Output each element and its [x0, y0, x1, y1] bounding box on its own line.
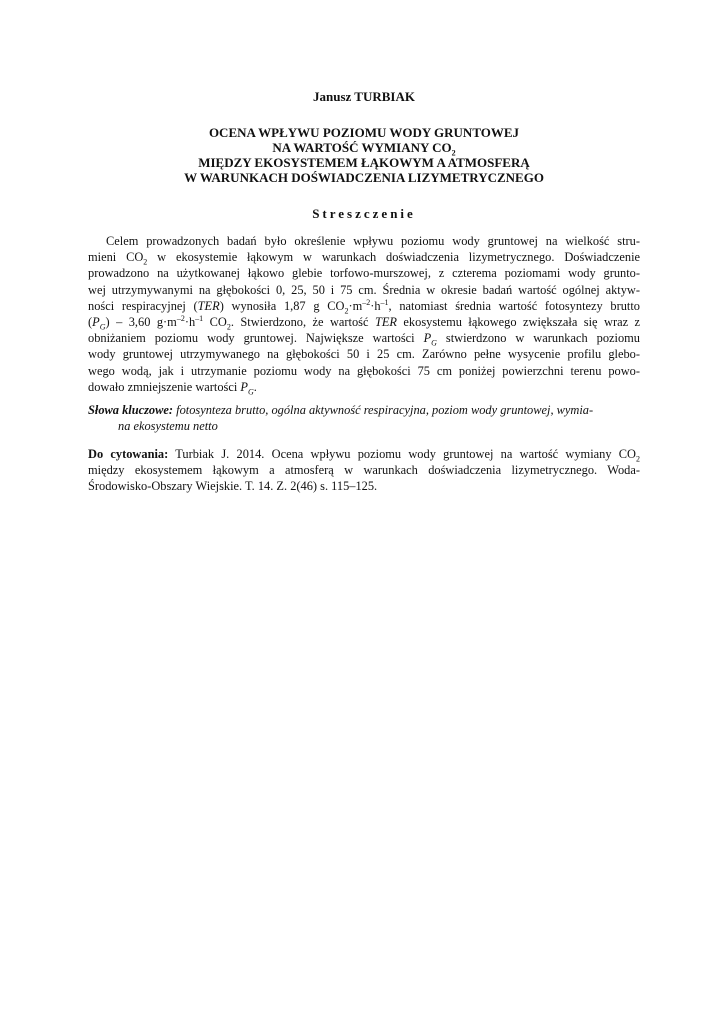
- abstract-fragment: stwierdzono w warunkach poziomu: [436, 331, 640, 346]
- abstract-line: [88, 379, 640, 395]
- author-name: Janusz TURBIAK: [313, 89, 415, 104]
- abstract-line: wego wodą, jak i utrzymanie poziomu wody na głębokości 75 cm poniżej powierzchni terenu powo-: [88, 363, 640, 378]
- abstract-line: [88, 298, 640, 314]
- abstract-line: prowadzono na użytkowanej łąkowo glebie torfowo-murszowej, z czterema poziomami wody grunto-: [88, 266, 640, 281]
- paper-title: [88, 125, 640, 185]
- citation-line: między ekosystemem łąkowym a atmosferą w warunkach doświadczenia lizymetrycznego. Woda-: [88, 463, 640, 477]
- subscript: 2: [226, 322, 231, 332]
- abstract-italic: TER: [197, 298, 220, 313]
- abstract-fragment: . Stwierdzono, że wartość: [230, 314, 375, 329]
- abstract-line: Celem prowadzonych badań było określenie wpływu poziomu wody gruntowej na wielkość stru-: [106, 234, 640, 248]
- title-subscript: 2: [451, 148, 456, 158]
- title-line-2: [88, 140, 640, 158]
- abstract-line: wej utrzymywanymi na głębokości 0, 25, 50 i 75 cm. Średnia w okresie badań wartość ogólnej aktyw-: [88, 282, 640, 297]
- subscript: 2: [636, 454, 641, 464]
- abstract-italic: P: [92, 314, 100, 329]
- abstract-italic: P: [423, 331, 432, 346]
- abstract-line: wody gruntowej utrzymywanego na głębokości 50 i 25 cm. Zarówno pełne wysycenie profilu glebo-: [88, 347, 640, 362]
- abstract-fragment: ) – 3,60 g·m: [105, 314, 177, 329]
- abstract-fragment: , natomiast średnia wartość fotosyntezy brutto: [388, 298, 640, 313]
- keywords: [88, 402, 640, 434]
- title-line-4: W WARUNKACH DOŚWIADCZENIA LIZYMETRYCZNEGO: [184, 170, 544, 185]
- abstract-fragment: w ekosystemie łąkowym w warunkach doświadczenia lizymetrycznego. Doświadczenie: [147, 250, 641, 265]
- abstract-line: [88, 314, 640, 330]
- superscript: –2: [362, 297, 371, 307]
- abstract-heading: Streszczenie: [312, 206, 416, 221]
- abstract-fragment: ekosystemu łąkowego zwiększała się wraz z: [396, 314, 641, 329]
- title-line-3: MIĘDZY EKOSYSTEMEM ŁĄKOWYM A ATMOSFERĄ: [198, 155, 530, 170]
- abstract-fragment: dowało zmniejszenie wartości: [88, 379, 241, 394]
- citation-fragment: Turbiak J. 2014. Ocena wpływu poziomu wody gruntowej na wartość wymiany CO: [168, 447, 637, 461]
- citation-line: [88, 446, 640, 462]
- subscript: 2: [344, 306, 349, 316]
- abstract-fragment: obniżaniem poziomu wody gruntowej. Największe wartości: [88, 331, 424, 346]
- abstract-line: [88, 330, 640, 346]
- superscript: –2: [176, 313, 185, 323]
- abstract-italic: P: [240, 379, 248, 394]
- abstract-fragment: CO: [203, 314, 227, 329]
- abstract-fragment: .: [253, 379, 257, 394]
- keywords-text: fotosynteza brutto, ogólna aktywność respiracyjna, poziom wody gruntowej, wymia-: [173, 403, 594, 417]
- subscript: G: [248, 387, 254, 397]
- citation-line: Środowisko-Obszary Wiejskie. T. 14. Z. 2(46) s. 115–125.: [88, 479, 378, 493]
- keywords-label: Słowa kluczowe:: [88, 403, 174, 417]
- abstract-italic: TER: [374, 314, 397, 329]
- citation: [88, 446, 640, 494]
- citation-label: Do cytowania:: [88, 447, 169, 461]
- abstract-fragment: ·m: [348, 298, 363, 313]
- title-line-2-text: NA WARTOŚĆ WYMIANY CO: [272, 140, 452, 155]
- abstract-fragment: mieni CO: [88, 250, 144, 265]
- abstract-line: [88, 249, 640, 265]
- title-line-1: OCENA WPŁYWU POZIOMU WODY GRUNTOWEJ: [208, 125, 520, 140]
- abstract-text: [88, 233, 640, 395]
- keywords-line: [88, 402, 640, 418]
- abstract-fragment: ·h: [370, 298, 381, 313]
- superscript: –1: [380, 297, 389, 307]
- subscript: 2: [143, 257, 148, 267]
- abstract-fragment: ) wynosiła 1,87 g CO: [219, 298, 345, 313]
- abstract-fragment: (: [88, 314, 93, 329]
- subscript: G: [99, 322, 106, 332]
- abstract-fragment: ności respiracyjnej (: [88, 298, 198, 313]
- keywords-line: na ekosystemu netto: [118, 419, 218, 433]
- abstract-fragment: ·h: [184, 314, 196, 329]
- subscript: G: [431, 338, 437, 348]
- superscript: –1: [195, 313, 204, 323]
